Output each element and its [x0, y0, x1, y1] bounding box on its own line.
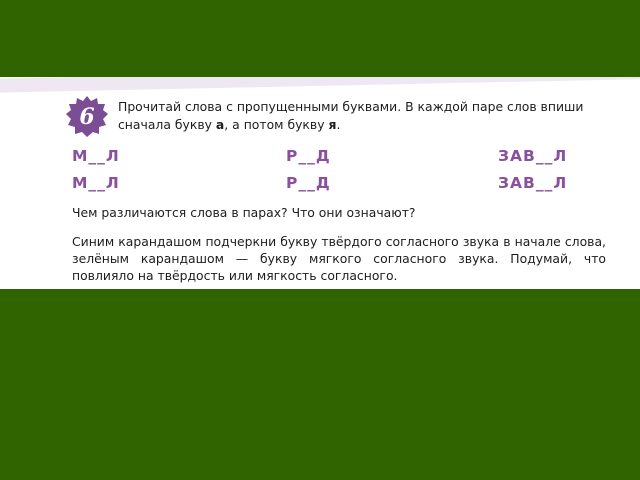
decorative-stripe [0, 77, 640, 93]
word-grid [72, 147, 582, 201]
word-row [72, 174, 582, 201]
exercise-number-badge [66, 95, 108, 137]
letter-ya: я [328, 117, 337, 132]
textbook-page [0, 77, 640, 289]
instruction-text-end: . [336, 117, 341, 132]
word-item: Р__Д [286, 147, 331, 165]
word-item: ЗАВ__Л [498, 174, 568, 192]
word-item: М__Л [72, 174, 120, 192]
instruction-text: Прочитай слова с пропущенными буквами. В каждой паре слов впиши сначала букву [118, 99, 584, 132]
rosette-icon [66, 95, 108, 137]
word-row [72, 147, 582, 174]
question-text: Чем различаются слова в парах? Что они означают? [72, 205, 416, 220]
instruction-text-mid: , а потом букву [224, 117, 329, 132]
task-text: Синим карандашом подчеркни букву твёрдого согласного звука в начале слова, зелёным карандашом — букву мягкого согласного звука. Подумай, что повлияло на твёрдость или мягкость согласного. [72, 234, 606, 283]
letter-a: а [215, 117, 225, 132]
word-item: ЗАВ__Л [498, 147, 568, 165]
exercise-number: 6 [79, 104, 95, 130]
exercise-instruction [118, 98, 623, 134]
word-item: Р__Д [286, 174, 331, 192]
word-item: М__Л [72, 147, 120, 165]
